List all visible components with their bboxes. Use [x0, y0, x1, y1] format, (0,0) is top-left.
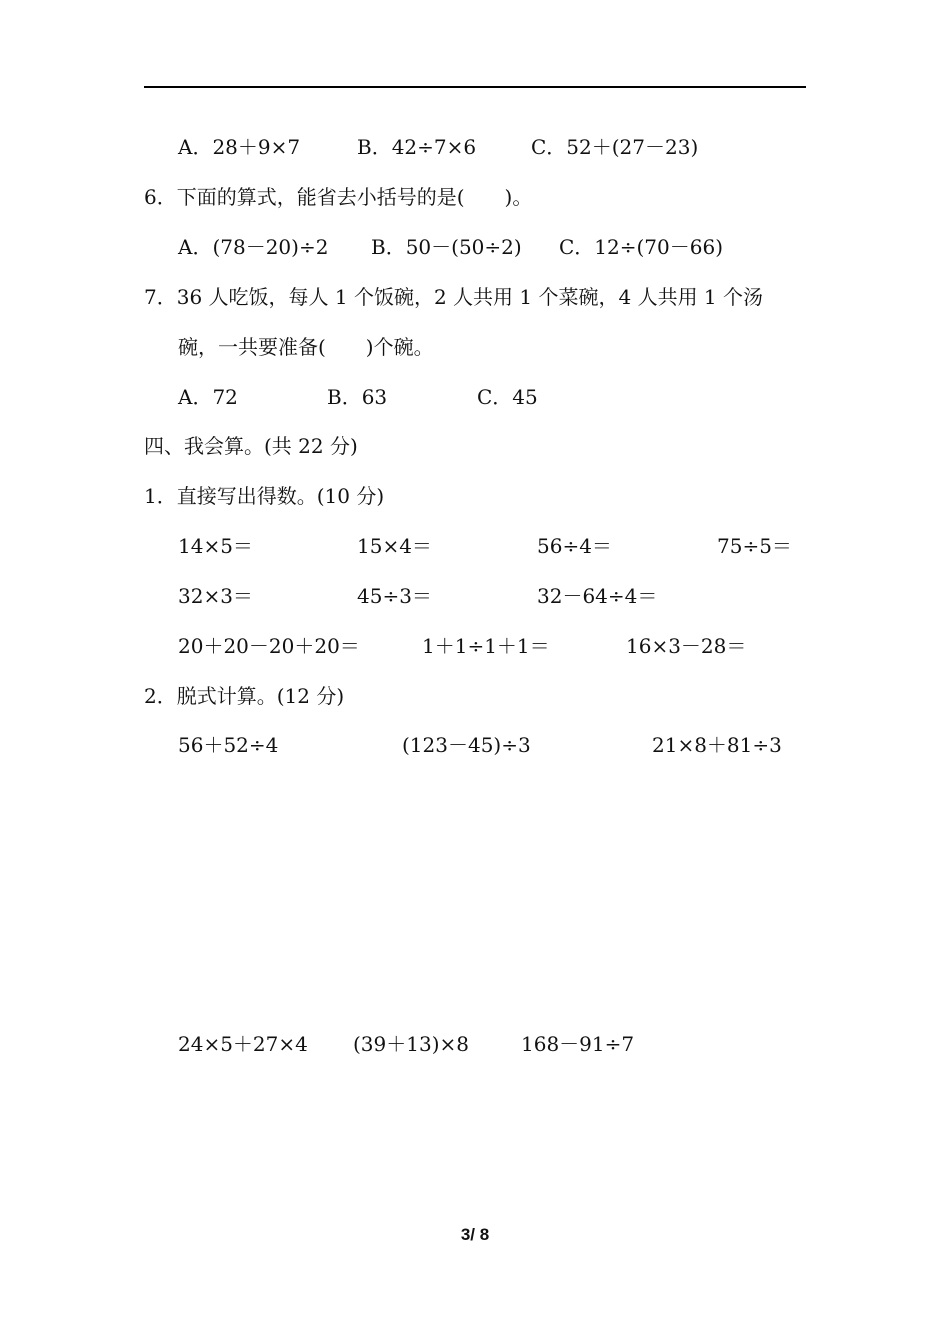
step-calc-item: (39＋13)×8	[353, 1032, 469, 1056]
q7-option-c: C．45	[477, 385, 538, 409]
part2-title: 2．脱式计算。(12 分)	[144, 684, 345, 708]
q6-option-c: C．12÷(70－66)	[559, 235, 724, 259]
part1-title: 1．直接写出得数。(10 分)	[144, 484, 385, 508]
q7-stem-line2: 碗，一共要准备( )个碗。	[178, 335, 434, 359]
q5-option-b: B．42÷7×6	[357, 135, 477, 159]
oral-calc-item: 45÷3＝	[357, 584, 432, 608]
oral-calc-item: 16×3－28＝	[626, 634, 747, 658]
oral-calc-item: 56÷4＝	[537, 534, 612, 558]
header-rule	[144, 86, 806, 88]
oral-calc-item: 32×3＝	[178, 584, 253, 608]
q5-option-a: A．28＋9×7	[178, 135, 301, 159]
step-calc-item: 21×8＋81÷3	[652, 733, 782, 757]
q7-option-a: A．72	[178, 385, 238, 409]
step-calc-item: (123－45)÷3	[402, 733, 531, 757]
q7-option-b: B．63	[327, 385, 388, 409]
q6-option-a: A．(78－20)÷2	[178, 235, 329, 259]
oral-calc-item: 15×4＝	[357, 534, 432, 558]
section4-title: 四、我会算。(共 22 分)	[144, 434, 358, 458]
oral-calc-item: 14×5＝	[178, 534, 253, 558]
q7-stem-line1: 7．36 人吃饭，每人 1 个饭碗，2 人共用 1 个菜碗，4 人共用 1 个汤	[144, 285, 764, 309]
step-calc-item: 168－91÷7	[521, 1032, 635, 1056]
oral-calc-item: 1＋1÷1＋1＝	[422, 634, 550, 658]
q5-option-c: C．52＋(27－23)	[531, 135, 699, 159]
q6-stem: 6．下面的算式，能省去小括号的是( )。	[144, 185, 533, 209]
page-number: 3/ 8	[460, 1225, 490, 1244]
oral-calc-item: 20＋20－20＋20＝	[178, 634, 360, 658]
oral-calc-item: 75÷5＝	[717, 534, 792, 558]
step-calc-item: 56＋52÷4	[178, 733, 279, 757]
q6-option-b: B．50－(50÷2)	[371, 235, 522, 259]
step-calc-item: 24×5＋27×4	[178, 1032, 308, 1056]
oral-calc-item: 32－64÷4＝	[537, 584, 658, 608]
